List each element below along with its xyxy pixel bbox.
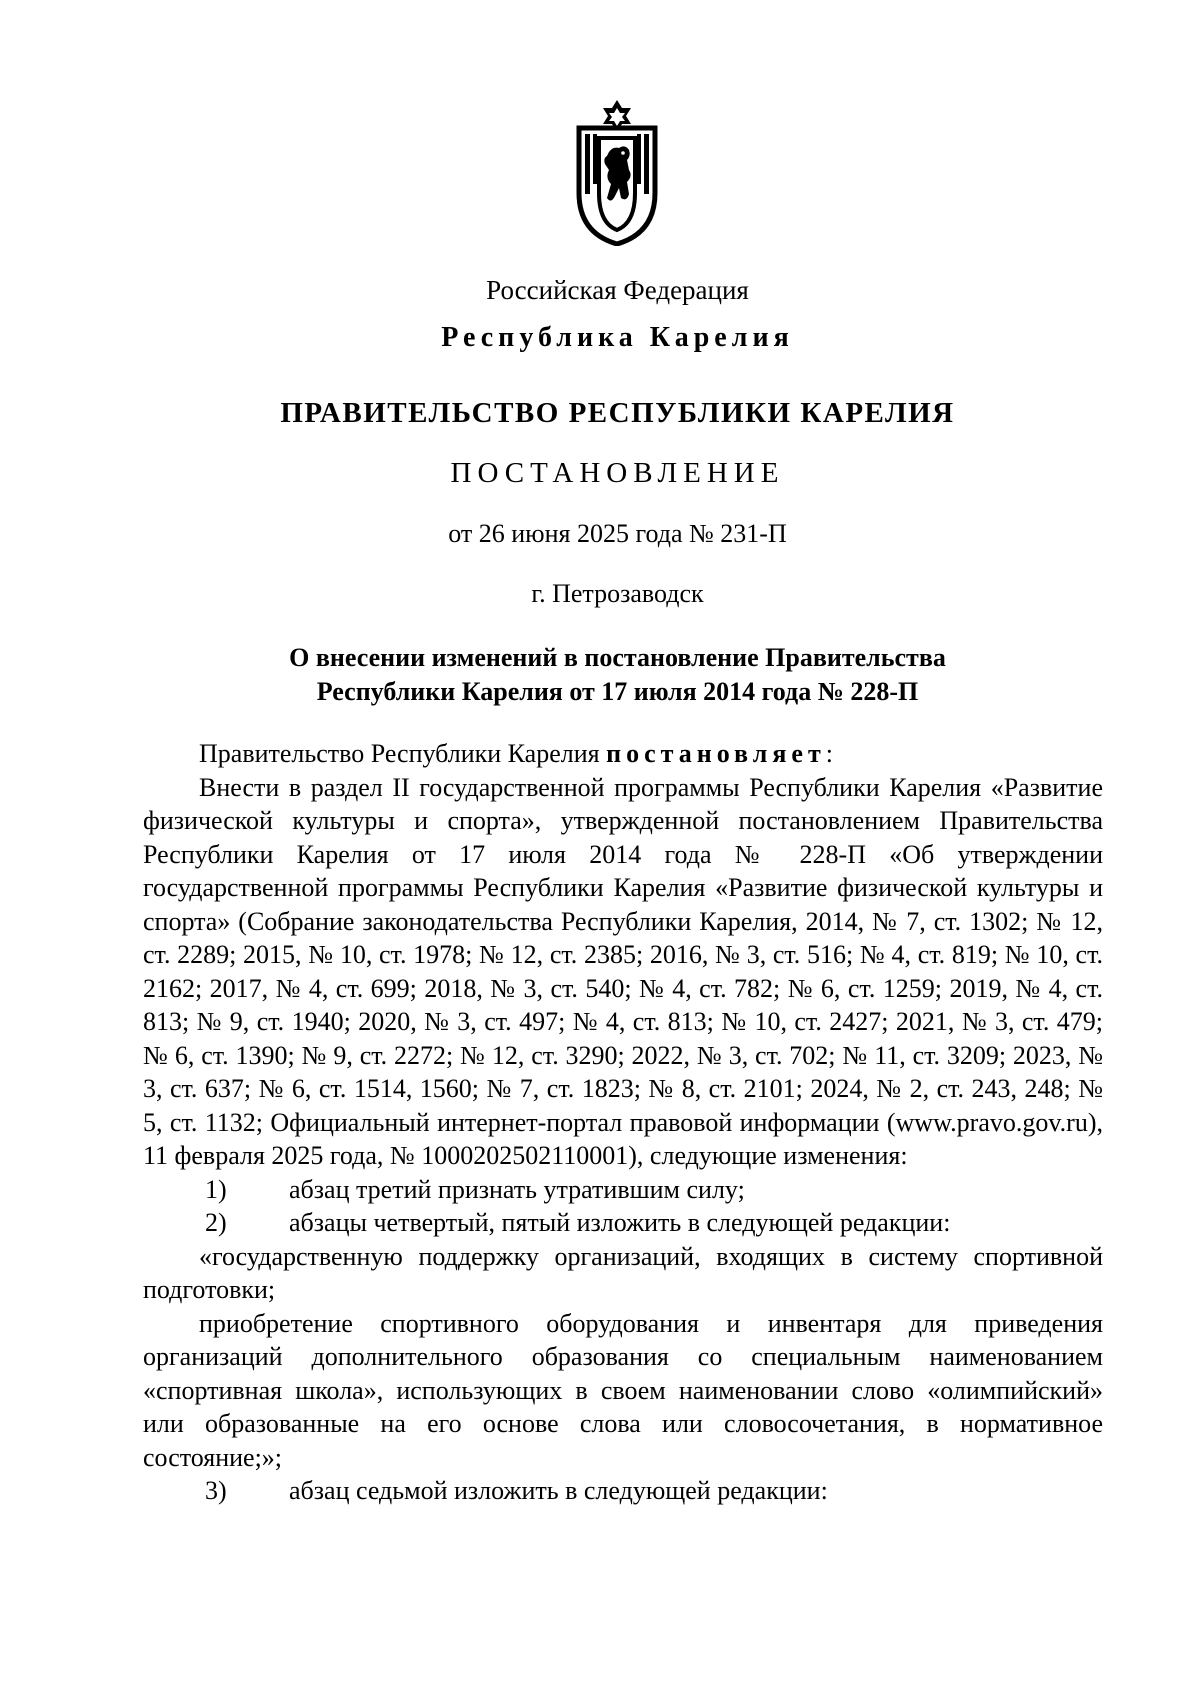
decree-word: постановляет xyxy=(606,739,826,768)
list-item-text: абзацы четвертый, пятый изложить в следующей редакции: xyxy=(289,1208,951,1237)
document-title xyxy=(0,641,1200,709)
quoted-paragraph-2: приобретение спортивного оборудования и инвентаря для приведения организаций дополнительного образования со специальным наименованием «спортивная школа», использующих в своем наименовании слово «олимпийский» или образованные на его основе слова или словосочетания, в нормативное состояние;»; xyxy=(143,1308,1103,1472)
list-item-text: абзац третий признать утратившим силу; xyxy=(289,1174,745,1204)
government-title: ПРАВИТЕЛЬСТВО РЕСПУБЛИКИ КАРЕЛИЯ xyxy=(280,397,955,429)
list-item-number: 3) xyxy=(205,1476,227,1505)
title-line-1: О внесении изменений в постановление Правительства xyxy=(289,643,946,672)
document-body xyxy=(143,737,1103,1508)
list-item-number: 1) xyxy=(205,1174,227,1204)
list-item xyxy=(143,1173,1103,1207)
list-item xyxy=(143,1206,1103,1240)
list-item-text: абзац седьмой изложить в следующей редакции: xyxy=(289,1476,828,1505)
republic-name: Республика Карелия xyxy=(441,322,794,353)
list-item xyxy=(143,1474,1103,1508)
city: г. Петрозаводск xyxy=(531,579,704,608)
quoted-paragraph-1: «государственную поддержку организаций, входящих в систему спортивной подготовки; xyxy=(143,1241,1103,1304)
decree-line xyxy=(143,737,1103,771)
list-item-number: 2) xyxy=(205,1208,227,1237)
country-name: Российская Федерация xyxy=(486,275,749,305)
document-type: ПОСТАНОВЛЕНИЕ xyxy=(450,457,785,489)
decree-colon: : xyxy=(825,739,833,768)
date-and-number: от 26 июня 2025 года № 231-П xyxy=(448,519,787,548)
decree-lead: Правительство Республики Карелия xyxy=(199,739,600,768)
title-line-2: Республики Карелия от 17 июля 2014 года № 228-П xyxy=(316,677,919,706)
coat-of-arms-emblem xyxy=(567,98,667,246)
main-paragraph: Внести в раздел II государственной программы Республики Карелия «Развитие физической культуры и спорта», утвержденной постановлением Правительства Республики Карелия от 17 июля 2014 года № 228-П «Об утверждении государственной программы Республики Карелия «Развитие физической культуры и спорта» (Собрание законодательства Республики Карелия, 2014, № 7, ст. 1302; № 12, ст. 2289; 2015, № 10, ст. 1978; № 12, ст. 2385; 2016, № 3, ст. 516; № 4, ст. 819; № 10, ст. 2162; 2017, № 4, ст. 699; 2018, № 3, ст. 540; № 4, ст. 782; № 6, ст. 1259; 2019, № 4, ст. 813; № 9, ст. 1940; 2020, № 3, ст. 497; № 4, ст. 813; № 10, ст. 2427; 2021, № 3, ст. 479; № 6, ст. 1390; № 9, ст. 2272; № 12, ст. 3290; 2022, № 3, ст. 702; № 11, ст. 3209; 2023, № 3, ст. 637; № 6, ст. 1514, 1560; № 7, ст. 1823; № 8, ст. 2101; 2024, № 2, ст. 243, 248; № 5, ст. 1132; Официальный интернет-портал правовой информации (www.pravo.gov.ru), 11 февраля 2025 года, № 1000202502110001), следующие изменения: xyxy=(143,772,1103,1170)
